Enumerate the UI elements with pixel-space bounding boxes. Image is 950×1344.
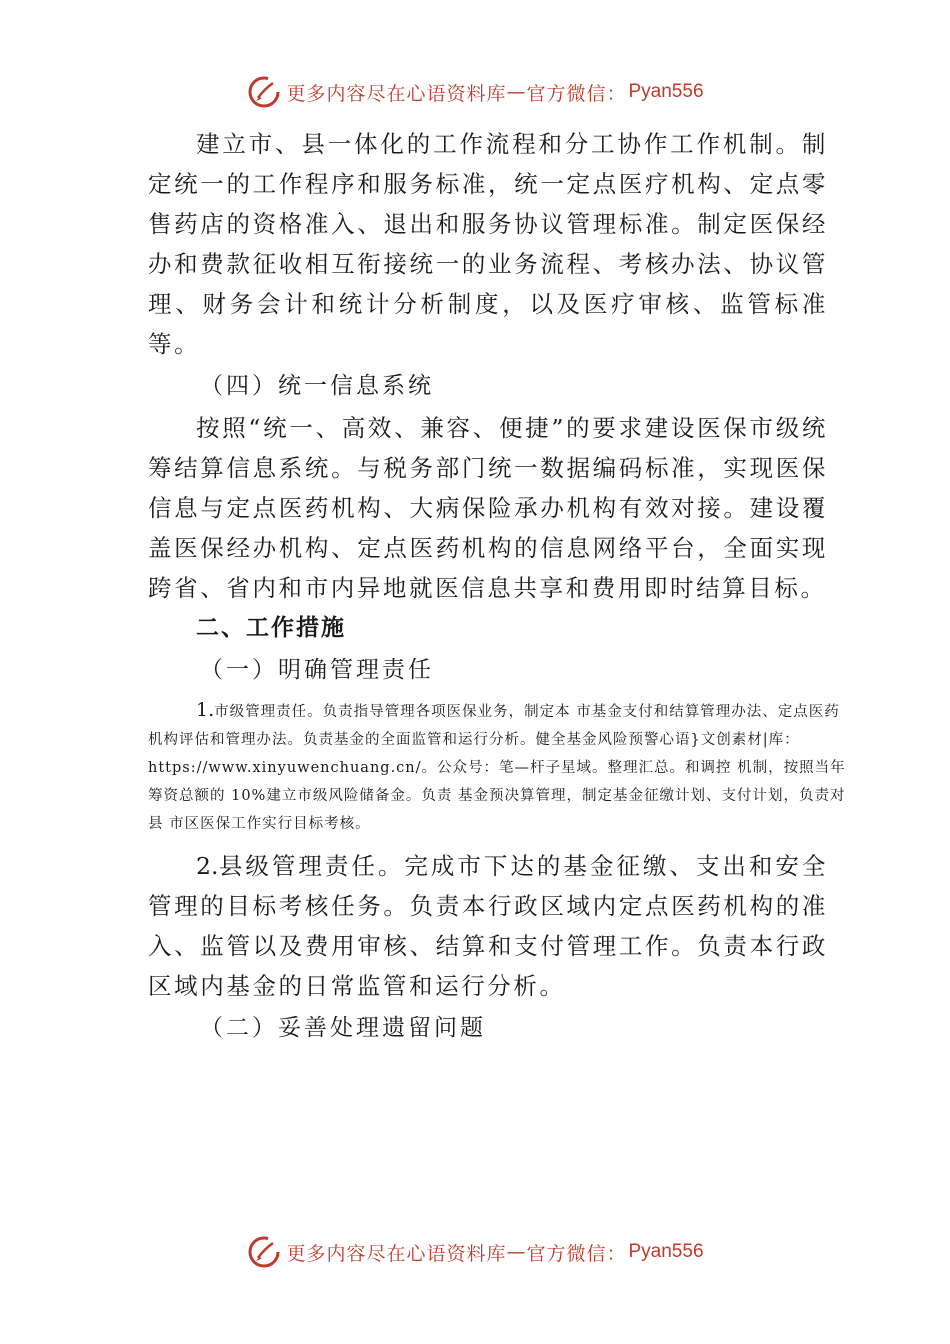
- paragraph-city-responsibility: [148, 696, 848, 838]
- brush-logo-icon: [246, 1234, 282, 1270]
- header-brand: 更多内容尽在心语资料库: [286, 82, 507, 105]
- header-separator: —: [506, 81, 527, 103]
- footer-wechat-label: 官方微信：: [526, 1242, 627, 1265]
- heading-management-responsibility: （一）明确管理责任: [200, 657, 434, 683]
- footer-wechat-id: Pyan556: [628, 1241, 704, 1262]
- heading-unified-info-system: （四）统一信息系统: [200, 373, 434, 399]
- paragraph-info-system: 按照“统一、高效、兼容、便捷”的要求建设医保市级统筹结算信息系统。与税务部门统一数据编码标准，实现医保信息与定点医药机构、大病保险承办机构有效对接。建设覆盖医保经办机构、定点医药机构的信息网络平台，全面实现跨省、省内和市内异地就医信息共享和费用即时结算目标。: [148, 414, 828, 602]
- document-body: [148, 124, 846, 1050]
- header-wechat-id: Pyan556: [628, 81, 704, 102]
- footer-brand: 更多内容尽在心语资料库: [286, 1242, 507, 1265]
- heading-legacy-issues: （二）妥善处理遗留问题: [200, 1015, 486, 1041]
- footer-separator: —: [506, 1241, 527, 1263]
- header-wechat-label: 官方微信：: [526, 82, 627, 105]
- item1-text: 市级管理责任。负责指导管理各项医保业务，制定本 市基金支付和结算管理办法、定点医药机构评估和管理办法。负责基金的全面监管和运行分析。健全基金风险预警心语}文创素材|库：https://www.xinyuwenchuang.cn/。公众号：笔—杆子星域。整理汇总。和调控 机制，按照当年筹资总额的 10%建立市级风险储备金。负责 基金预决算管理，制定基金征缴计划、支付计划，负责对县 市区医保工作实行目标考核。: [148, 704, 846, 832]
- item1-number: 1.: [196, 699, 215, 721]
- item2-text: 县级管理责任。完成市下达的基金征缴、支出和安全管理的目标考核任务。负责本行政区域内定点医药机构的准入、监管以及费用审核、结算和支付管理工作。负责本行政区域内基金的日常监管和运行分析。: [148, 852, 828, 1000]
- paragraph-workflow: 建立市、县一体化的工作流程和分工协作工作机制。制定统一的工作程序和服务标准，统一定点医疗机构、定点零售药店的资格准入、退出和服务协议管理标准。制定医保经办和费款征收相互衔接统一的业务流程、考核办法、协议管理、财务会计和统计分析制度，以及医疗审核、监管标准等。: [148, 130, 828, 358]
- item2-number: 2.: [196, 852, 219, 880]
- brush-logo-icon: [246, 74, 282, 110]
- heading-work-measures: 二、工作措施: [196, 615, 346, 641]
- header-banner: [0, 72, 950, 112]
- paragraph-county-responsibility: [148, 846, 828, 1006]
- footer-banner: [0, 1232, 950, 1272]
